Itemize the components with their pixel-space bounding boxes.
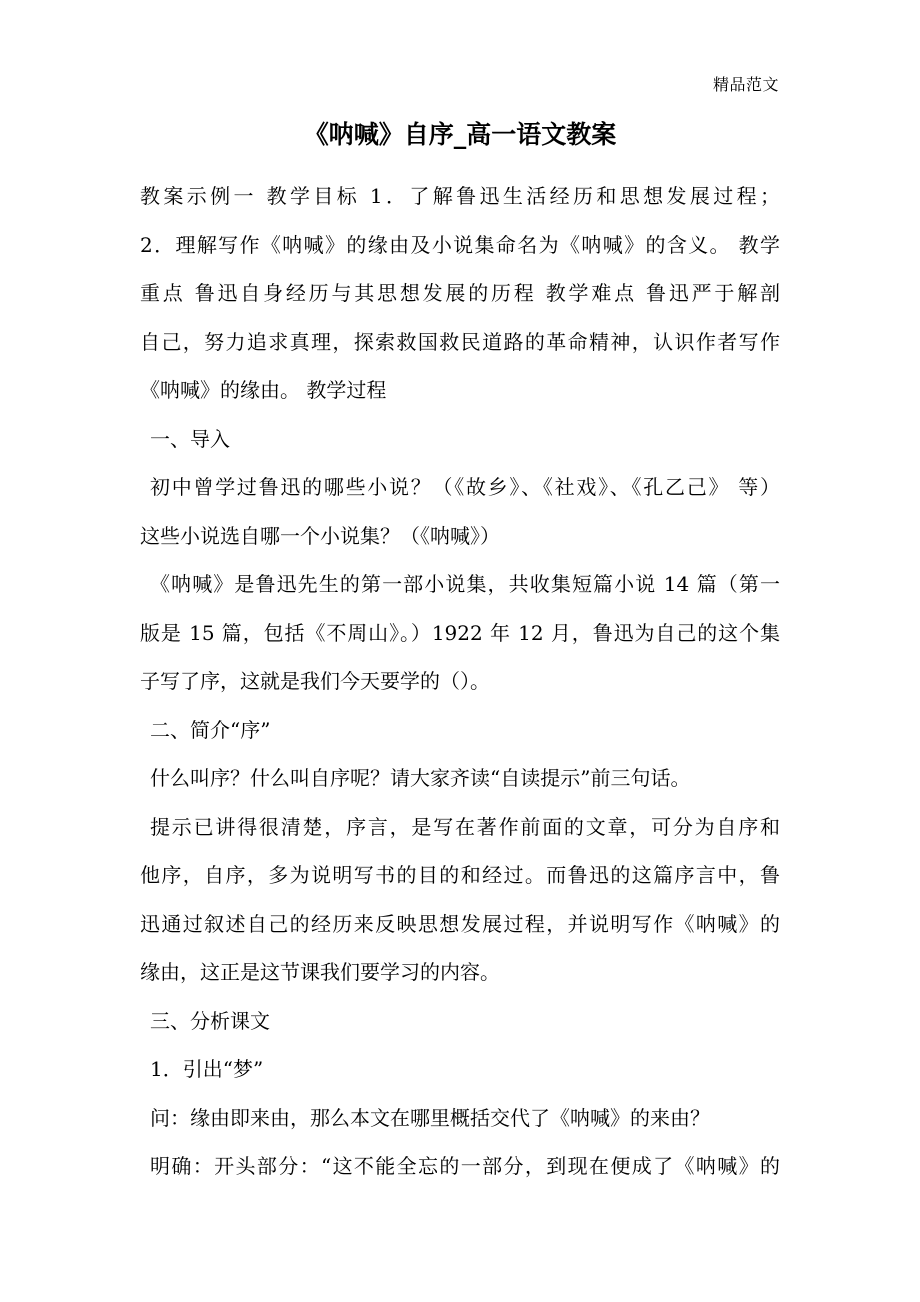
text-line: 初中曾学过鲁迅的哪些小说？（《故乡》、《社戏》、《孔乙己》 等）: [150, 475, 780, 499]
text-line: 明确：开头部分：“这不能全忘的一部分，到现在便成了《呐喊》的: [150, 1154, 780, 1178]
text-line: 迅通过叙述自己的经历来反映思想发展过程，并说明写作《呐喊》的: [140, 911, 780, 936]
document-title: 《呐喊》自序_高一语文教案: [303, 120, 617, 149]
text-line: 他序，自序，多为说明写书的目的和经过。而鲁迅的这篇序言中，鲁: [140, 863, 780, 887]
section-heading: 二、简介“序”: [150, 717, 271, 742]
text-line: 版是 15 篇，包括《不周山》。）1922 年 12 月，鲁迅为自己的这个集: [140, 620, 780, 645]
text-line: 缘由，这正是这节课我们要学习的内容。: [140, 960, 500, 984]
text-line: 《呐喊》的缘由。 教学过程: [140, 378, 387, 402]
text-line: 子写了序，这就是我们今天要学的（）。: [140, 669, 490, 693]
text-line: 什么叫序？什么叫自序呢？请大家齐读“自读提示”前三句话。: [150, 766, 691, 790]
text-line: 《呐喊》是鲁迅先生的第一部小说集，共收集短篇小说 14 篇（第一: [150, 572, 780, 596]
text-line: 这些小说选自哪一个小说集？（《呐喊》）: [140, 523, 500, 548]
text-line: 重点 鲁迅自身经历与其思想发展的历程 教学难点 鲁迅严于解剖: [140, 281, 780, 305]
document-body: [140, 179, 780, 1198]
section-heading: 三、分析课文: [150, 1008, 270, 1033]
section-heading: 一、导入: [150, 426, 230, 451]
subsection-heading: 1．引出“梦”: [150, 1057, 264, 1081]
text-line: 提示已讲得很清楚，序言，是写在著作前面的文章，可分为自序和: [150, 814, 780, 839]
header-label: 精品范文: [712, 75, 779, 94]
text-line: 自己，努力追求真理，探索救国救民道路的革命精神，认识作者写作: [140, 329, 780, 354]
text-line: 教案示例一 教学目标 1．了解鲁迅生活经历和思想发展过程；: [140, 184, 780, 208]
text-line: 问：缘由即来由，那么本文在哪里概括交代了《呐喊》的来由？: [150, 1105, 710, 1130]
text-line: 2．理解写作《呐喊》的缘由及小说集命名为《呐喊》的含义。 教学: [140, 232, 780, 257]
